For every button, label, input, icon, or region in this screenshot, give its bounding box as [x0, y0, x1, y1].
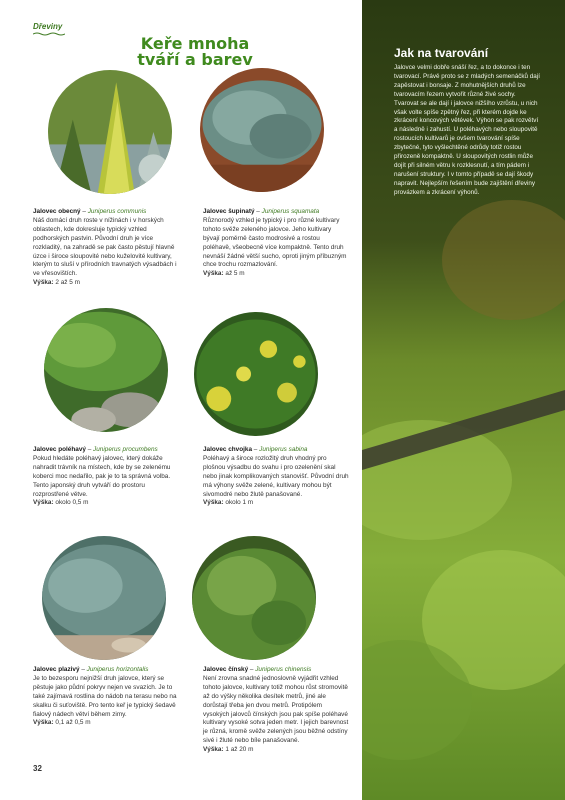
- juniper-chinensis-photo: [192, 536, 316, 660]
- sidebar-title: Jak na tvarování: [394, 46, 489, 60]
- juniper-sabina-photo: [194, 312, 318, 436]
- entry-latin-name: Juniperus procumbens: [93, 446, 158, 453]
- entry-juniperus-squamata: Jalovec šupinatý – Juniperus squamata Různorodý vzhled je typický i pro různé kultivary tohoto svěže zeleného jalovce. Jeho kultivary bývají poměrně často modrosivé a rostou poléhavě, všeobecně více kompaktně. Tento druh nevnáší žádné větší sucho, oproti jiným příbuzným chce trochu rozmazlování. Výška: až 5 m: [203, 208, 347, 278]
- entry-latin-name: Juniperus chinensis: [255, 666, 312, 673]
- section-tag: Dřeviny: [33, 22, 63, 31]
- page-title: [110, 36, 280, 68]
- sidebar-text: Jalovce velmi dobře snáší řez, a to dokonce i ten tvarovací. Právě proto se z mladých semenáčků dají zapěstovat i bonsaje. Z mohutnějších druhů lze tvarovacím řezem vytvořit různé živé sochy. Tvarovat se ale dají i jalovce nižšího vzrůstu, u nich však volte spíše zpětný řez, při kterém dojde ke zkrácení koncových větévek. Výhon se pak rozvětví a následně i zahustí. U poléhavých nebo sloupovitě rostoucích kultivarů je ovšem tvarování spíše zbytečné, tyto vyšlechtěné odrůdy totiž rostou přirozeně kompaktně. U sloupovitých rostlin může dojít při silném větru k rozklesnutí, a tím pádem i narušení struktury. I v tomto případě se dají škody napravit. Nejlepším řešením bude zajištění dřeviny provázkem a zkrácení výhonů.: [394, 64, 540, 196]
- entry-name: Jalovec plazivý: [33, 666, 80, 673]
- entry-height-value: 1 až 20 m: [225, 746, 254, 754]
- page-title-line-1: Keře mnoha: [140, 34, 250, 53]
- entry-description: Je to bezesporu nejnižší druh jalovce, který se pěstuje jako půdní pokryv nejen ve svazích. Je to také zajímavá rostlina do nádob na terasu nebo na skalku či suťoviště. Pro tento keř je typický šedavě fialový nádech větví během zimy.: [33, 674, 177, 718]
- entry-height-value: okolo 1 m: [225, 499, 254, 507]
- entry-height-label: Výška:: [203, 499, 224, 507]
- entry-latin-name: Juniperus horizontalis: [86, 666, 149, 673]
- entry-height-label: Výška:: [33, 279, 54, 287]
- wave-decoration-icon: [33, 32, 65, 36]
- entry-juniperus-procumbens: Jalovec poléhavý – Juniperus procumbens Pokud hledáte poléhavý jalovec, který dokáže nahradit trávník na místech, kde by se zelenému koberci moc nedařilo, pak je to ta správná volba. Tento japonský druh vytváří do prostoru rozprostřené větve. Výška: okolo 0,5 m: [33, 446, 171, 507]
- page-number: 32: [33, 764, 42, 773]
- entry-height-value: až 5 m: [225, 270, 245, 278]
- entry-description: Poléhavý a široce rozložitý druh vhodný pro plošnou výsadbu do svahu i pro ozelenění skal nebo jinak komplikovaných stanovišť. Původní druh má výhony svěže zelené, kultivary mohou být sivomodré nebo žlutě panašované.: [203, 454, 349, 498]
- entry-latin-name: Juniperus communis: [87, 208, 147, 215]
- entry-description: Náš domácí druh roste v nížinách i v horských oblastech, kde dokresluje typický vzhled podhorských pastvin. Původní druh je více rozkladitý, na zahradě se pak často pěstují hlavně úzce i široce sloupovité nebo kuželovité kultivary, kterým to sluší v přírodních travnatých výsadbách i ve vřesovištích.: [33, 216, 177, 278]
- entry-height-value: 0,1 až 0,5 m: [55, 719, 91, 727]
- entry-height-value: okolo 0,5 m: [55, 499, 89, 507]
- entry-name: Jalovec šupinatý: [203, 208, 255, 215]
- juniper-squamata-photo: [200, 68, 324, 192]
- entry-name: Jalovec poléhavý: [33, 446, 86, 453]
- juniper-horizontalis-photo: [42, 536, 166, 660]
- juniper-procumbens-photo: [44, 308, 168, 432]
- entry-description: Různorodý vzhled je typický i pro různé kultivary tohoto svěže zeleného jalovce. Jeho kultivary bývají poměrně často modrosivé a rostou poléhavě, všeobecně více kompaktně. Tento druh nevnáší žádné větší sucho, oproti jiným příbuzným chce trochu rozmazlování.: [203, 216, 347, 269]
- entry-height-label: Výška:: [33, 499, 54, 507]
- entry-latin-name: Juniperus squamata: [261, 208, 320, 215]
- entry-description: Není zrovna snadné jednoslovně vyjádřit vzhled tohoto jalovce, kultivary totiž mohou růst stromovitě až do výšky několika desítek metrů, jiné ale dorůstají třeba jen dvou metrů. Protipólem vysokých jalovců čínských jsou pak spíše poléhavé kultivary vysoké sotva jeden metr. I jejich barevnost je různá, kromě svěže zelených jsou běžné odstíny sivé i žluté nebo bíle panašované.: [203, 674, 349, 745]
- entry-height-label: Výška:: [203, 270, 224, 278]
- entry-latin-name: Juniperus sabina: [259, 446, 308, 453]
- entry-name: Jalovec chvojka: [203, 446, 253, 453]
- entry-juniperus-sabina: Jalovec chvojka – Juniperus sabina Poléhavý a široce rozložitý druh vhodný pro plošnou výsadbu do svahu i pro ozelenění skal nebo jinak komplikovaných stanovišť. Původní druh má výhony svěže zelené, kultivary mohou být sivomodré nebo žlutě panašované. Výška: okolo 1 m: [203, 446, 349, 507]
- entry-description: Pokud hledáte poléhavý jalovec, který dokáže nahradit trávník na místech, kde by se zelenému koberci moc nedařilo, pak je to ta správná volba. Tento japonský druh vytváří do prostoru rozprostřené větve.: [33, 454, 171, 498]
- entry-height-label: Výška:: [203, 746, 224, 754]
- entry-juniperus-communis: Jalovec obecný – Juniperus communis Náš domácí druh roste v nížinách i v horských oblastech, kde dokresluje typický vzhled podhorských pastvin. Původní druh je více rozkladitý, na zahradě se pak často pěstují hlavně úzce i široce sloupovité nebo kuželovité kultivary, kterým to sluší v přírodních travnatých výsadbách i ve vřesovištích. Výška: 2 až 5 m: [33, 208, 177, 287]
- juniper-communis-photo: [48, 70, 172, 194]
- entry-height-value: 2 až 5 m: [55, 279, 80, 287]
- entry-juniperus-horizontalis: Jalovec plazivý – Juniperus horizontalis Je to bezesporu nejnižší druh jalovce, který se pěstuje jako půdní pokryv nejen ve svazích. Je to také zajímavá rostlina do nádob na terasu nebo na skalku či suťoviště. Pro tento keř je typický šedavě fialový nádech větví během zimy. Výška: 0,1 až 0,5 m: [33, 666, 177, 727]
- entry-height-label: Výška:: [33, 719, 54, 727]
- entry-juniperus-chinensis: Jalovec čínský – Juniperus chinensis Není zrovna snadné jednoslovně vyjádřit vzhled tohoto jalovce, kultivary totiž mohou růst stromovitě až do výšky několika desítek metrů, jiné ale dorůstají třeba jen dvou metrů. Protipólem vysokých jalovců čínských jsou pak spíše poléhavé kultivary vysoké sotva jeden metr. I jejich barevnost je různá, kromě svěže zelených jsou běžné odstíny sivé i žluté nebo bíle panašované. Výška: 1 až 20 m: [203, 666, 349, 754]
- page-title-line-2: tváří a barev: [137, 50, 253, 69]
- entry-name: Jalovec obecný: [33, 208, 81, 215]
- entry-name: Jalovec čínský: [203, 666, 249, 673]
